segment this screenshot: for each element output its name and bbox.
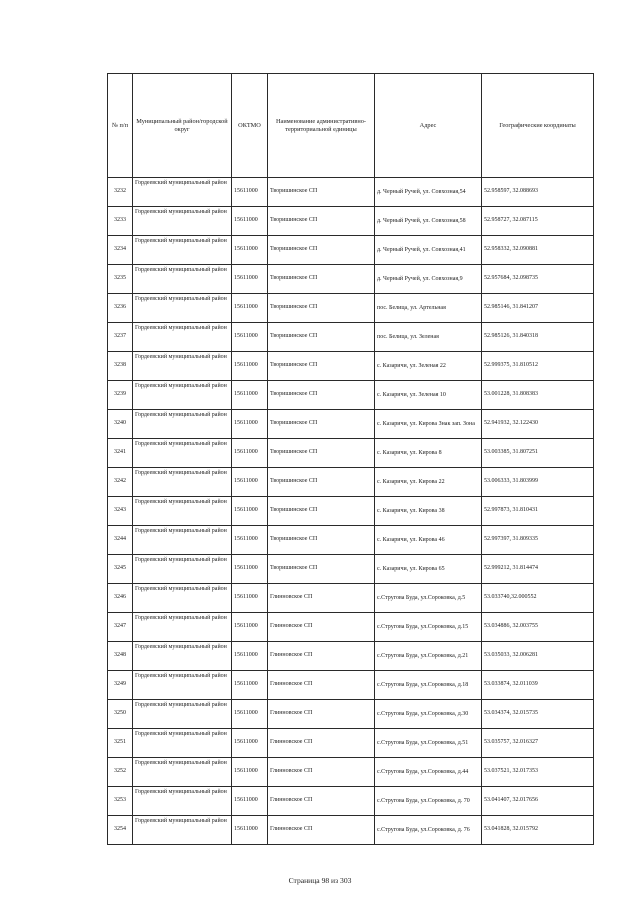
municipality-cell: Гордеевский муниципальный район: [133, 265, 232, 294]
row-number: 3247: [108, 613, 133, 642]
address-cell: пос. Белица, ул. Артельная: [375, 294, 482, 323]
coordinates-cell: 53.035757, 32.016327: [482, 729, 594, 758]
row-number: 3250: [108, 700, 133, 729]
coordinates-cell: 52.997873, 31.810431: [482, 497, 594, 526]
header-territorial-unit: Наименование административно-территориальной единицы: [268, 74, 375, 178]
header-row: [108, 74, 594, 178]
oktmo-cell: 15611000: [232, 526, 268, 555]
address-cell: д. Черный Ручей, ул. Совхозная,41: [375, 236, 482, 265]
address-cell: с.Стругова Буда, ул.Сороковка, д.44: [375, 758, 482, 787]
coordinates-cell: 52.941932, 32.122430: [482, 410, 594, 439]
coordinates-cell: 53.034886, 32.003755: [482, 613, 594, 642]
address-cell: с.Стругова Буда, ул.Сороковка, д.18: [375, 671, 482, 700]
oktmo-cell: 15611000: [232, 729, 268, 758]
table-row: [108, 410, 594, 439]
row-number: 3238: [108, 352, 133, 381]
municipality-cell: Гордеевский муниципальный район: [133, 439, 232, 468]
row-number: 3244: [108, 526, 133, 555]
address-cell: с.Стругова Буда, ул.Сороковка, д.51: [375, 729, 482, 758]
address-cell: с.Стругова Буда, ул.Сороковка, д.15: [375, 613, 482, 642]
territorial-unit-cell: Творишинское СП: [268, 352, 375, 381]
oktmo-cell: 15611000: [232, 700, 268, 729]
oktmo-cell: 15611000: [232, 613, 268, 642]
row-number: 3240: [108, 410, 133, 439]
row-number: 3243: [108, 497, 133, 526]
municipality-cell: Гордеевский муниципальный район: [133, 700, 232, 729]
territorial-unit-cell: Творишинское СП: [268, 265, 375, 294]
address-cell: с.Стругова Буда, ул.Сороковка, д. 70: [375, 787, 482, 816]
table-row: [108, 352, 594, 381]
row-number: 3245: [108, 555, 133, 584]
address-cell: с.Стругова Буда, ул.Сороковка, д. 76: [375, 816, 482, 845]
coordinates-cell: 53.034374, 32.015735: [482, 700, 594, 729]
coordinates-cell: 52.997397, 31.809335: [482, 526, 594, 555]
oktmo-cell: 15611000: [232, 178, 268, 207]
coordinates-cell: 52.985126, 31.840318: [482, 323, 594, 352]
municipality-cell: Гордеевский муниципальный район: [133, 381, 232, 410]
territorial-unit-cell: Творишинское СП: [268, 178, 375, 207]
row-number: 3249: [108, 671, 133, 700]
row-number: 3237: [108, 323, 133, 352]
oktmo-cell: 15611000: [232, 584, 268, 613]
address-cell: д. Черный Ручей, ул. Совхозная,9: [375, 265, 482, 294]
municipality-cell: Гордеевский муниципальный район: [133, 497, 232, 526]
municipality-cell: Гордеевский муниципальный район: [133, 178, 232, 207]
table-row: [108, 729, 594, 758]
table-row: [108, 671, 594, 700]
territorial-unit-cell: Глинновское СП: [268, 729, 375, 758]
oktmo-cell: 15611000: [232, 294, 268, 323]
table-row: [108, 787, 594, 816]
table-row: [108, 758, 594, 787]
row-number: 3236: [108, 294, 133, 323]
territorial-unit-cell: Глинновское СП: [268, 642, 375, 671]
coordinates-cell: 52.985146, 31.841207: [482, 294, 594, 323]
table-row: [108, 265, 594, 294]
table-row: [108, 642, 594, 671]
table-row: [108, 207, 594, 236]
municipality-cell: Гордеевский муниципальный район: [133, 526, 232, 555]
oktmo-cell: 15611000: [232, 555, 268, 584]
row-number: 3239: [108, 381, 133, 410]
territorial-unit-cell: Глинновское СП: [268, 787, 375, 816]
municipality-cell: Гордеевский муниципальный район: [133, 816, 232, 845]
address-cell: с. Казаричи, ул. Кирова 46: [375, 526, 482, 555]
oktmo-cell: 15611000: [232, 671, 268, 700]
coordinates-cell: 53.035033, 32.006281: [482, 642, 594, 671]
coordinates-cell: 53.041407, 32.017656: [482, 787, 594, 816]
header-address: Адрес: [375, 74, 482, 178]
table-row: [108, 497, 594, 526]
oktmo-cell: 15611000: [232, 352, 268, 381]
table-row: [108, 294, 594, 323]
oktmo-cell: 15611000: [232, 758, 268, 787]
municipality-cell: Гордеевский муниципальный район: [133, 236, 232, 265]
coordinates-cell: 52.958332, 32.090881: [482, 236, 594, 265]
municipality-cell: Гордеевский муниципальный район: [133, 671, 232, 700]
oktmo-cell: 15611000: [232, 323, 268, 352]
address-cell: с.Стругова Буда, ул.Сороковка, д.30: [375, 700, 482, 729]
oktmo-cell: 15611000: [232, 497, 268, 526]
municipality-cell: Гордеевский муниципальный район: [133, 352, 232, 381]
address-cell: д. Черный Ручей, ул. Совхозная,58: [375, 207, 482, 236]
territorial-unit-cell: Творишинское СП: [268, 294, 375, 323]
address-cell: с. Казаричи, ул. Кирова 8: [375, 439, 482, 468]
address-cell: с. Казаричи, ул. Зеленая 10: [375, 381, 482, 410]
address-cell: с. Казаричи, ул. Кирова 38: [375, 497, 482, 526]
oktmo-cell: 15611000: [232, 236, 268, 265]
row-number: 3234: [108, 236, 133, 265]
address-cell: с. Казаричи, ул. Кирова 65: [375, 555, 482, 584]
municipality-cell: Гордеевский муниципальный район: [133, 758, 232, 787]
territorial-unit-cell: Глинновское СП: [268, 700, 375, 729]
territorial-unit-cell: Глинновское СП: [268, 671, 375, 700]
header-number: № п/п: [108, 74, 133, 178]
row-number: 3248: [108, 642, 133, 671]
municipality-cell: Гордеевский муниципальный район: [133, 555, 232, 584]
table-row: [108, 613, 594, 642]
territorial-unit-cell: Творишинское СП: [268, 526, 375, 555]
territorial-unit-cell: Глинновское СП: [268, 584, 375, 613]
municipality-cell: Гордеевский муниципальный район: [133, 207, 232, 236]
row-number: 3235: [108, 265, 133, 294]
municipality-cell: Гордеевский муниципальный район: [133, 323, 232, 352]
address-cell: д. Черный Ручей, ул. Совхозная,54: [375, 178, 482, 207]
oktmo-cell: 15611000: [232, 642, 268, 671]
table-row: [108, 236, 594, 265]
row-number: 3253: [108, 787, 133, 816]
municipality-cell: Гордеевский муниципальный район: [133, 584, 232, 613]
coordinates-cell: 52.957684, 32.098735: [482, 265, 594, 294]
address-cell: с. Казаричи, ул. Кирова 22: [375, 468, 482, 497]
row-number: 3251: [108, 729, 133, 758]
table-row: [108, 381, 594, 410]
table-row: [108, 178, 594, 207]
row-number: 3233: [108, 207, 133, 236]
coordinates-cell: 53.003385, 31.807251: [482, 439, 594, 468]
address-cell: пос. Белица, ул. Зеленая: [375, 323, 482, 352]
address-cell: с.Стругова Буда, ул.Сороковка, д.21: [375, 642, 482, 671]
table-row: [108, 700, 594, 729]
header-oktmo: ОКТМО: [232, 74, 268, 178]
table-row: [108, 584, 594, 613]
municipality-cell: Гордеевский муниципальный район: [133, 294, 232, 323]
municipality-cell: Гордеевский муниципальный район: [133, 410, 232, 439]
coordinates-cell: 52.999375, 31.810512: [482, 352, 594, 381]
oktmo-cell: 15611000: [232, 816, 268, 845]
coordinates-cell: 53.006333, 31.803999: [482, 468, 594, 497]
territorial-unit-cell: Творишинское СП: [268, 410, 375, 439]
registry-table: [107, 73, 594, 845]
territorial-unit-cell: Глинновское СП: [268, 613, 375, 642]
table-row: [108, 816, 594, 845]
territorial-unit-cell: Творишинское СП: [268, 236, 375, 265]
table-row: [108, 439, 594, 468]
municipality-cell: Гордеевский муниципальный район: [133, 468, 232, 497]
coordinates-cell: 53.041828, 32.015792: [482, 816, 594, 845]
oktmo-cell: 15611000: [232, 468, 268, 497]
table-row: [108, 555, 594, 584]
territorial-unit-cell: Творишинское СП: [268, 497, 375, 526]
territorial-unit-cell: Творишинское СП: [268, 207, 375, 236]
territorial-unit-cell: Творишинское СП: [268, 468, 375, 497]
oktmo-cell: 15611000: [232, 410, 268, 439]
oktmo-cell: 15611000: [232, 439, 268, 468]
coordinates-cell: 52.958597, 32.088693: [482, 178, 594, 207]
oktmo-cell: 15611000: [232, 787, 268, 816]
table-header: [108, 74, 594, 178]
territorial-unit-cell: Творишинское СП: [268, 323, 375, 352]
territorial-unit-cell: Глинновское СП: [268, 758, 375, 787]
oktmo-cell: 15611000: [232, 381, 268, 410]
table-body: [108, 178, 594, 845]
territorial-unit-cell: Творишинское СП: [268, 381, 375, 410]
territorial-unit-cell: Глинновское СП: [268, 816, 375, 845]
coordinates-cell: 53.001228, 31.808383: [482, 381, 594, 410]
table-row: [108, 468, 594, 497]
header-municipality: Муниципальный район/городской округ: [133, 74, 232, 178]
row-number: 3241: [108, 439, 133, 468]
page-number: Страница 98 из 303: [288, 876, 352, 885]
territorial-unit-cell: Творишинское СП: [268, 439, 375, 468]
row-number: 3252: [108, 758, 133, 787]
coordinates-cell: 53.037521, 32.017353: [482, 758, 594, 787]
municipality-cell: Гордеевский муниципальный район: [133, 642, 232, 671]
address-cell: с. Казаричи, ул. Зеленая 22: [375, 352, 482, 381]
table-row: [108, 526, 594, 555]
territorial-unit-cell: Творишинское СП: [268, 555, 375, 584]
row-number: 3254: [108, 816, 133, 845]
oktmo-cell: 15611000: [232, 207, 268, 236]
municipality-cell: Гордеевский муниципальный район: [133, 729, 232, 758]
header-coordinates: Географические координаты: [482, 74, 594, 178]
coordinates-cell: 52.999212, 31.814474: [482, 555, 594, 584]
oktmo-cell: 15611000: [232, 265, 268, 294]
coordinates-cell: 53.033740,32.000552: [482, 584, 594, 613]
row-number: 3246: [108, 584, 133, 613]
address-cell: с.Стругова Буда, ул.Сороковка, д.5: [375, 584, 482, 613]
municipality-cell: Гордеевский муниципальный район: [133, 787, 232, 816]
address-cell: с. Казаричи, ул. Кирова Знак зап. Зона: [375, 410, 482, 439]
coordinates-cell: 53.033874, 32.011039: [482, 671, 594, 700]
row-number: 3242: [108, 468, 133, 497]
table-row: [108, 323, 594, 352]
coordinates-cell: 52.958727, 32.087115: [482, 207, 594, 236]
row-number: 3232: [108, 178, 133, 207]
municipality-cell: Гордеевский муниципальный район: [133, 613, 232, 642]
